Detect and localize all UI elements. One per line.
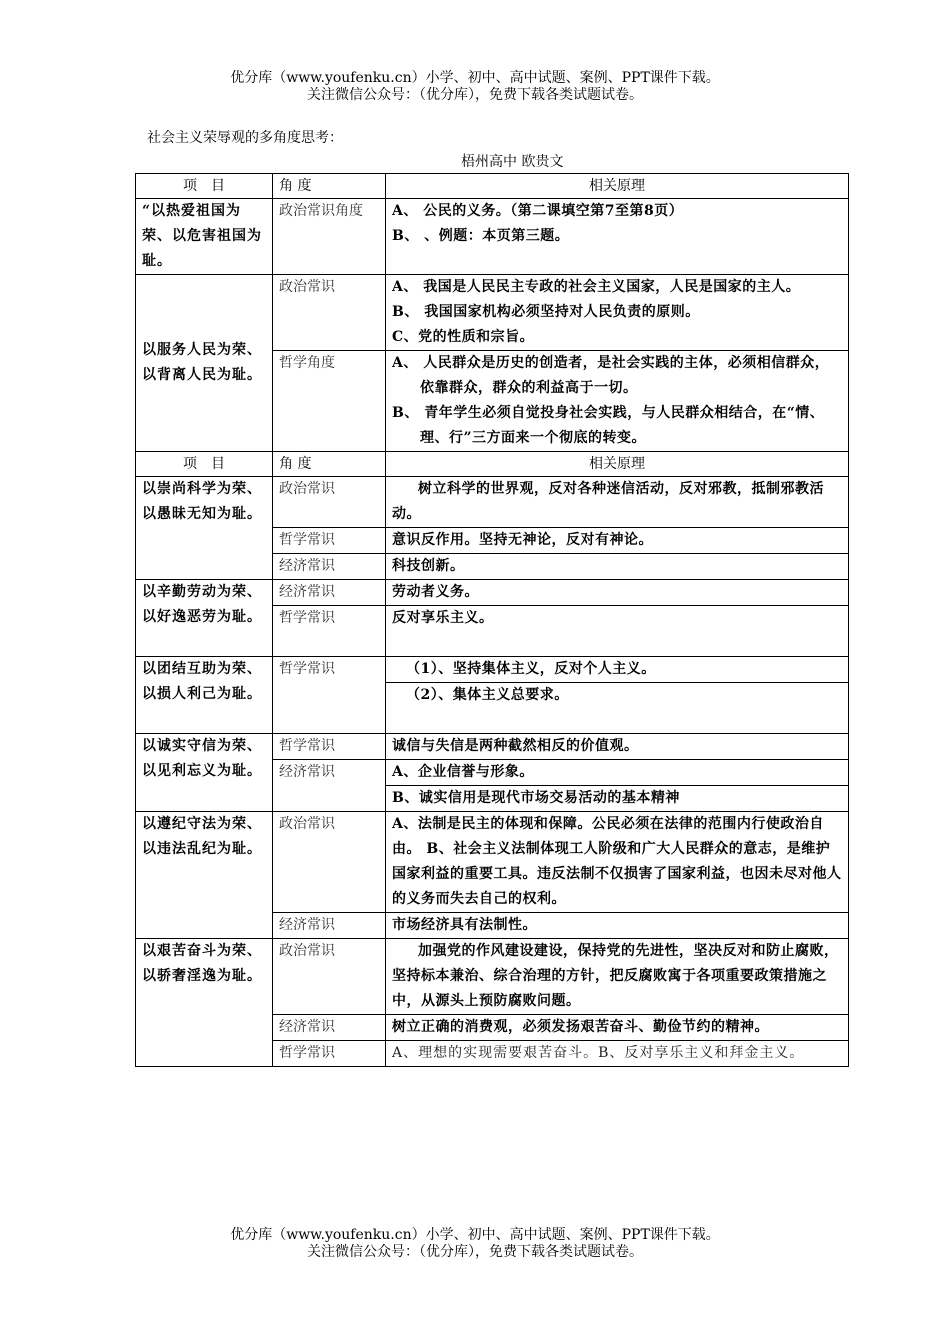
principle-cell: （1）、坚持集体主义，反对个人主义。 — [386, 657, 849, 683]
footer-line-2: 关注微信公众号：（优分库），免费下载各类试题试卷。 — [307, 1244, 643, 1260]
principle-cell — [386, 275, 849, 351]
table-row — [136, 939, 849, 1015]
table-row — [136, 812, 849, 913]
project-cell: 以遵纪守法为荣、以违法乱纪为耻。 — [136, 812, 273, 939]
principle-cell: 诚信与失信是两种截然相反的价值观。 — [386, 734, 849, 760]
header-line-2: 关注微信公众号：（优分库），免费下载各类试题试卷。 — [307, 87, 643, 103]
header-cell-project: 项 目 — [136, 452, 273, 477]
project-cell: 以团结互助为荣、以损人利己为耻。 — [136, 657, 273, 734]
angle-cell: 政治常识 — [273, 939, 386, 1015]
document-title: 社会主义荣辱观的多角度思考： — [147, 130, 343, 146]
principle-cell: 科技创新。 — [386, 554, 849, 580]
table-header-row — [136, 174, 849, 199]
angle-cell: 政治常识 — [273, 812, 386, 913]
principle-cell: 树立科学的世界观，反对各种迷信活动，反对邪教，抵制邪教活动。 — [386, 477, 849, 528]
principle-cell: （2）、集体主义总要求。 — [386, 683, 849, 734]
header-cell-principles: 相关原理 — [386, 452, 849, 477]
principle-cell: 意识反作用。坚持无神论，反对有神论。 — [386, 528, 849, 554]
table-row — [136, 580, 849, 606]
principle-cell: 劳动者义务。 — [386, 580, 849, 606]
table-row — [136, 199, 849, 275]
header-line-1: 优分库（www.youfenku.cn）小学、初中、高中试题、案例、PPT课件下载。 — [230, 70, 720, 86]
footer-line-1: 优分库（www.youfenku.cn）小学、初中、高中试题、案例、PPT课件下载。 — [230, 1227, 720, 1243]
header-cell-angle: 角 度 — [273, 174, 386, 199]
page-footer — [0, 1227, 950, 1261]
angle-cell: 政治常识角度 — [273, 199, 386, 275]
principle-cell: B、诚实信用是现代市场交易活动的基本精神 — [386, 786, 849, 812]
angle-cell: 经济常识 — [273, 913, 386, 939]
principle-cell: 反对享乐主义。 — [386, 606, 849, 657]
principle-cell: 市场经济具有法制性。 — [386, 913, 849, 939]
header-cell-angle: 角 度 — [273, 452, 386, 477]
angle-cell: 哲学角度 — [273, 351, 386, 452]
page-header — [0, 70, 950, 104]
principle-item: B、 我国国家机构必须坚持对人民负责的原则。 — [392, 304, 700, 320]
project-cell: “以热爱祖国为荣、以危害祖国为耻。 — [136, 199, 273, 275]
principle-item: B、 青年学生必须自觉投身社会实践，与人民群众相结合，在“情、理、行”三方面来一个彻底的转变。 — [392, 405, 825, 446]
principle-cell: A、理想的实现需要艰苦奋斗。B、反对享乐主义和拜金主义。 — [386, 1041, 849, 1067]
table-header-row-repeat — [136, 452, 849, 477]
principle-cell: A、法制是民主的体现和保障。公民必须在法律的范围内行使政治自由。 B、社会主义法制体现工人阶级和广大人民群众的意志，是维护国家利益的重要工具。违反法制不仅损害了国家利益，也因未尽对他人的义务而失去自己的权利。 — [386, 812, 849, 913]
principle-item: A、 人民群众是历史的创造者，是社会实践的主体，必须相信群众，依靠群众，群众的利益高于一切。 — [392, 355, 830, 396]
principle-item: C、党的性质和宗旨。 — [392, 329, 535, 345]
principle-cell: A、企业信誉与形象。 — [386, 760, 849, 786]
principle-cell — [386, 199, 849, 275]
principles-table — [135, 173, 849, 1067]
angle-cell: 政治常识 — [273, 275, 386, 351]
principle-item: B、 、例题：本页第三题。 — [392, 228, 570, 244]
project-cell: 以辛勤劳动为荣、以好逸恶劳为耻。 — [136, 580, 273, 657]
table-row — [136, 657, 849, 683]
table-row — [136, 734, 849, 760]
principle-cell: 树立正确的消费观，必须发扬艰苦奋斗、勤俭节约的精神。 — [386, 1015, 849, 1041]
angle-cell: 经济常识 — [273, 554, 386, 580]
project-cell: 以诚实守信为荣、以见利忘义为耻。 — [136, 734, 273, 812]
angle-cell: 哲学常识 — [273, 528, 386, 554]
project-cell: 以艰苦奋斗为荣、以骄奢淫逸为耻。 — [136, 939, 273, 1067]
project-cell: 以崇尚科学为荣、以愚昧无知为耻。 — [136, 477, 273, 580]
angle-cell: 经济常识 — [273, 1015, 386, 1041]
angle-cell: 经济常识 — [273, 760, 386, 812]
angle-cell: 哲学常识 — [273, 657, 386, 734]
table-row — [136, 477, 849, 528]
principle-cell: 加强党的作风建设建设，保持党的先进性，坚决反对和防止腐败，坚持标本兼治、综合治理的方针，把反腐败寓于各项重要政策措施之中，从源头上预防腐败问题。 — [386, 939, 849, 1015]
header-cell-principles: 相关原理 — [386, 174, 849, 199]
project-cell: 以服务人民为荣、以背离人民为耻。 — [136, 275, 273, 452]
principle-cell — [386, 351, 849, 452]
author-line: 梧州高中 欧贵文 — [461, 154, 564, 170]
angle-cell: 哲学常识 — [273, 734, 386, 760]
angle-cell: 哲学常识 — [273, 1041, 386, 1067]
angle-cell: 政治常识 — [273, 477, 386, 528]
principle-item: A、 我国是人民民主专政的社会主义国家，人民是国家的主人。 — [392, 279, 801, 295]
table-row — [136, 275, 849, 351]
header-cell-project: 项 目 — [136, 174, 273, 199]
angle-cell: 哲学常识 — [273, 606, 386, 657]
angle-cell: 经济常识 — [273, 580, 386, 606]
principle-item: A、 公民的义务。（第二课填空第7至第8页） — [392, 203, 684, 219]
